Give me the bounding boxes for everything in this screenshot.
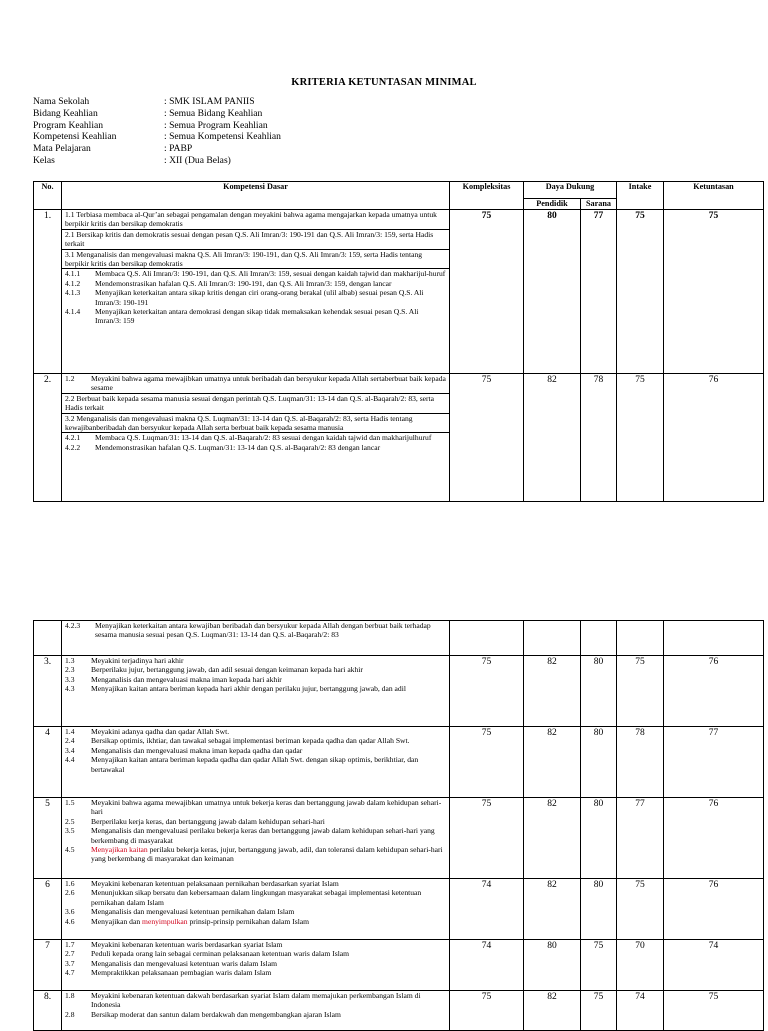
info-row [33,155,281,167]
kd-text: 1.1 Terbiasa membaca al-Qur’an sebagai pengamalan dengan meyakini bahwa agama mengajarkan kepada umatnya untuk berpikir kritis dan bersikap demokratis [65,210,437,229]
info-value: : SMK ISLAM PANIIS [164,96,255,107]
info-label: Program Keahlian [33,119,104,131]
kd-code: 4.3 [65,684,75,694]
kd-text: Menyajikan kaitan antara beriman kepada hari akhir dengan perilaku jujur, bertanggung jawab, dan adil [91,684,406,694]
kd-line [62,968,449,977]
kd-code: 2.8 [65,1009,75,1019]
row-number: 5 [34,798,62,879]
pendidik-value: 82 [524,798,581,879]
kompleksitas-value: 75 [450,727,524,798]
intake-value: 70 [617,940,664,991]
kompetensi-cell [62,621,450,656]
kd-line [62,684,449,693]
kd-line [62,755,449,774]
kompleksitas-value: 75 [450,798,524,879]
intake-value: 74 [617,991,664,1031]
info-value: : XII (Dua Belas) [164,154,231,166]
sarana-value: 80 [581,656,617,727]
kd-text: Menyajikan keterkaitan antara kewajiban beribadah dan bersyukur kepada Allah dengan berbuat baik terhadap sesama manusia sesuai pesan Q.S. Luqman/31: 13-14 dan Q.S. al-Baqarah/2: 83 [95,621,431,640]
kd-line [62,665,449,674]
ketuntasan-value: 76 [664,374,764,502]
row-number: 7 [34,940,62,991]
kd-text: Menganalisis dan mengevaluasi ketentuan pernikahan dalam Islam [91,907,295,917]
kd-line [62,798,449,817]
kd-text-rest: perilaku bekerja keras, jujur, bertanggung jawab, adil, dan toleransi dalam kehidupan sehari-hari yang berkembang di masyarakat dan keimanan [91,845,443,864]
table-row [34,879,764,940]
kd-text: Menunjukkan sikap bersatu dan kebersamaan dalam lingkungan masyarakat sebagai implementasi ketentuan pernikahan dalam Islam [91,888,422,907]
intake-value: 75 [617,656,664,727]
header-daya-dukung: Daya Dukung [524,182,617,199]
ketuntasan-value: 76 [664,656,764,727]
kd-text: Membaca Q.S. Luqman/31: 13-14 dan Q.S. al-Baqarah/2: 83 sesuai dengan kaidah tajwid dan makharijulhuruf [95,433,432,443]
header-no: No. [34,182,62,210]
kd-code: 4.6 [65,916,75,926]
kd-code: 4.1.2 [65,278,81,288]
info-row [33,131,281,143]
kd-text: 2.2 Berbuat baik kepada sesama manusia sesuai dengan perintah Q.S. Luqman/31: 13-14 dan Q.S. al-Baqarah/2: 83, serta Hadis terkait [65,393,435,413]
kd-text: Menyajikan keterkaitan antara sikap kritis dengan ciri orang-orang berakal (ulil albab) sesuai pesan Q.S. Ali Imran/3: 190-191 [95,288,424,307]
kompetensi-cell [62,656,450,727]
kd-code: 4.1.4 [65,307,81,317]
kd-text: Mendemonstrasikan hafalan Q.S. Luqman/31: 13-14 dan Q.S. al-Baqarah/2: 83 dengan lancar [95,442,381,452]
kd-code: 1.6 [65,879,75,888]
kd-text: Berperilaku jujur, bertanggung jawab, dan adil sesuai dengan keimanan kepada hari akhir [91,665,363,675]
header-pendidik: Pendidik [524,199,581,210]
kd-line [62,746,449,755]
kd-line [62,250,449,269]
header-kompetensi-dasar: Kompetensi Dasar [62,182,450,210]
kd-text: Meyakini bahwa agama mewajibkan umatnya untuk beribadah dan bersyukur kepada Allah sertaberbuat baik kepada sesame [91,374,446,393]
kd-line [62,279,449,288]
kd-line [62,443,449,452]
pendidik-value: 82 [524,991,581,1031]
row-number: 1. [34,210,62,374]
kd-text-rest: prinsip-prinsip pernikahan dalam Islam [187,916,310,926]
kd-code: 1.7 [65,940,75,949]
kkm-table [33,181,764,502]
kd-code: 1.2 [65,374,75,383]
pendidik-value: 82 [524,879,581,940]
kd-code: 4.2.2 [65,442,81,452]
kd-text: Mempraktikkan pelaksanaan pembagian waris dalam Islam [91,968,272,978]
kd-text: Meyakini kebenaran ketentuan waris berdasarkan syariat Islam [91,940,283,949]
row-number: 6 [34,879,62,940]
header-ketuntasan: Ketuntasan [664,182,764,210]
kd-code: 4.2.3 [65,621,81,630]
info-label: Mata Pelajaran [33,143,91,155]
kd-line [62,907,449,916]
kd-line [62,656,449,665]
kd-code: 4.1.3 [65,288,81,298]
header-sarana: Sarana [581,199,617,210]
kd-code: 3.3 [65,674,75,684]
kd-code: 3.7 [65,958,75,968]
kd-code: 2.7 [65,949,75,959]
kompleksitas-value: 74 [450,940,524,991]
kd-text: Menganalisis dan mengevaluasi makna iman kepada hari akhir [91,674,282,684]
row-number: 2. [34,374,62,502]
kd-code: 2.4 [65,736,75,746]
intake-value: 78 [617,727,664,798]
kd-text: Meyakini kebenaran ketentuan dakwah berdasarkan syariat Islam dalam memajukan perkembangan Islam di Indonesia [91,991,421,1010]
info-row [33,120,281,132]
kompetensi-cell [62,374,450,502]
row-number [34,621,62,656]
kd-text: Meyakini terjadinya hari akhir [91,656,184,665]
kd-line [62,917,449,926]
table-row [34,374,764,502]
kd-line [62,269,449,278]
kd-line [62,940,449,949]
info-value: : Semua Kompetensi Keahlian [164,131,281,143]
kd-line [62,888,449,907]
kd-line [62,959,449,968]
table-row [34,210,764,374]
kd-line [62,817,449,826]
info-label: Kompetensi Keahlian [33,131,117,143]
kd-text: Meyakini adanya qadha dan qadar Allah Swt. [91,727,230,736]
kd-line [62,675,449,684]
kd-text [91,917,449,926]
kd-text: Bersikap optimis, ikhtiar, dan tawakal sebagai implementasi beriman kepada qadha dan qadar Allah Swt. [91,736,410,746]
table-row [34,727,764,798]
kd-text: 3.2 Menganalisis dan mengevaluasi makna Q.S. Luqman/31: 13-14 dan Q.S. al-Baqarah/2: 83, serta Hadis tentang kewajibanberibadah dan bersyukur kepada Allah serta berbuat baik kepada sesama manusia [65,413,413,433]
kd-code: 1.3 [65,656,75,665]
kd-text: Menganalisis dan mengevaluasi perilaku bekerja keras dan bertanggung jawab dalam kehidupan sehari-hari yang berkembang di masyarakat [91,826,435,845]
kd-line [62,949,449,958]
info-row [33,108,281,120]
ketuntasan-value: 75 [664,991,764,1031]
kd-text: 2.1 Bersikap kritis dan demokratis sesuai dengan pesan Q.S. Ali Imran/3: 190-191 dan Q.S. Ali Imran/3: 159, serta Hadis terkait [65,229,434,249]
kd-text: Menganalisis dan mengevaluasi ketentuan waris dalam Islam [91,958,277,968]
intake-value: 77 [617,798,664,879]
kd-code: 3.6 [65,907,75,917]
highlighted-text: menyimpulkan [142,916,188,926]
header-intake: Intake [617,182,664,210]
kompetensi-cell [62,798,450,879]
kd-line [62,394,449,413]
info-label: Kelas [33,154,55,166]
kompleksitas-value: 75 [450,210,524,374]
info-label: Bidang Keahlian [33,107,98,119]
kd-code: 4.4 [65,755,75,765]
kd-code: 2.6 [65,888,75,898]
kompetensi-cell [62,991,450,1031]
kd-code: 1.8 [65,991,75,1000]
kd-line [62,210,449,229]
table-row [34,940,764,991]
ketuntasan-value: 77 [664,727,764,798]
intake-value: 75 [617,879,664,940]
row-number: 8. [34,991,62,1031]
header-kompleksitas: Kompleksitas [450,182,524,210]
kd-text: Meyakini bahwa agama mewajibkan umatnya untuk bekerja keras dan bertanggung jawab dalam kehidupan sehari-hari [91,798,442,817]
kd-line [62,307,449,326]
table-row [34,656,764,727]
kd-code: 2.3 [65,665,75,675]
ketuntasan-value: 76 [664,879,764,940]
table-row [34,798,764,879]
kd-line [62,736,449,745]
table-row [34,621,764,656]
kkm-table-continued [33,620,764,1031]
kd-text: Menyajikan kaitan antara beriman kepada qadha dan qadar Allah Swt. dengan sikap optimis, berikhtiar, dan bertawakal [91,755,419,774]
sarana-value: 77 [581,210,617,374]
kompetensi-cell [62,940,450,991]
intake-value: 75 [617,210,664,374]
info-value: : Semua Program Keahlian [164,119,268,131]
kd-text: Peduli kepada orang lain sebagai cerminan pelaksanaan ketentuan waris dalam Islam [91,949,350,959]
pendidik-value: 80 [524,940,581,991]
kd-text: Berperilaku kerja keras, dan bertanggung jawab dalam kehidupan sehari-hari [91,816,325,826]
ketuntasan-value: 75 [664,210,764,374]
info-row [33,143,281,155]
kompleksitas-value: 74 [450,879,524,940]
kd-code: 1.5 [65,798,75,807]
kd-code: 4.2.1 [65,433,81,443]
table-row [34,991,764,1031]
row-number: 4 [34,727,62,798]
kd-line [62,374,449,393]
kd-code: 3.4 [65,745,75,755]
highlighted-text: Menyajikan kaitan [91,845,148,855]
pendidik-value: 80 [524,210,581,374]
kompleksitas-value: 75 [450,374,524,502]
kd-code: 1.4 [65,727,75,736]
kd-line [62,1010,449,1019]
kd-line [62,414,449,433]
school-info [33,96,281,167]
kd-line [62,826,449,845]
pendidik-value: 82 [524,656,581,727]
sarana-value: 75 [581,940,617,991]
kompetensi-cell [62,727,450,798]
ketuntasan-value: 74 [664,940,764,991]
kd-line [62,621,449,640]
kd-line [62,230,449,249]
sarana-value: 80 [581,727,617,798]
kd-text: Menyajikan keterkaitan antara demokrasi dengan sikap tidak memaksakan kehendak sesuai pesan Q.S. Ali Imran/3: 159 [95,307,419,326]
kd-text [91,845,449,864]
kd-text: Meyakini kebenaran ketentuan pelaksanaan pernikahan berdasarkan syariat Islam [91,879,339,888]
sarana-value: 78 [581,374,617,502]
kd-line [62,845,449,864]
sarana-value: 75 [581,991,617,1031]
kd-line [62,288,449,307]
kd-line [62,879,449,888]
pendidik-value: 82 [524,374,581,502]
kd-code: 4.1.1 [65,269,81,279]
info-value: : Semua Bidang Keahlian [164,107,263,119]
kd-line [62,727,449,736]
document-title: KRITERIA KETUNTASAN MINIMAL [291,77,477,88]
kd-code: 4.5 [65,845,75,855]
sarana-value: 80 [581,879,617,940]
info-label: Nama Sekolah [33,96,90,107]
kompleksitas-value: 75 [450,991,524,1031]
kd-code: 4.7 [65,968,75,978]
kd-code: 3.5 [65,826,75,836]
row-number: 3. [34,656,62,727]
kompleksitas-value: 75 [450,656,524,727]
kd-line [62,991,449,1010]
kd-code: 2.5 [65,816,75,826]
ketuntasan-value: 76 [664,798,764,879]
kd-text-start: Menyajikan dan [91,916,143,926]
intake-value: 75 [617,374,664,502]
info-value: : PABP [164,143,193,155]
pendidik-value: 82 [524,727,581,798]
kompetensi-cell [62,210,450,374]
kd-text: 3.1 Menganalisis dan mengevaluasi makna Q.S. Ali Imran/3: 190-191, dan Q.S. Ali Imran/3: 159, serta Hadis tentang berpikir kritis dan bersikap demokratis [65,249,423,269]
kd-text: Menganalisis dan mengevaluasi makna iman kepada qadha dan qadar [91,745,303,755]
kd-text: Membaca Q.S. Ali Imran/3: 190-191, dan Q.S. Ali Imran/3: 159, sesuai dengan kaidah tajwid dan makharijul-huruf [95,269,446,279]
kd-text: Mendemonstrasikan hafalan Q.S. Ali Imran/3: 190-191, dan Q.S. Ali Imran/3: 159, dengan lancar [95,278,392,288]
kd-text: Bersikap moderat dan santun dalam berdakwah dan mengembangkan ajaran Islam [91,1009,341,1019]
sarana-value: 80 [581,798,617,879]
info-row [33,96,281,108]
kd-line [62,433,449,442]
kompetensi-cell [62,879,450,940]
